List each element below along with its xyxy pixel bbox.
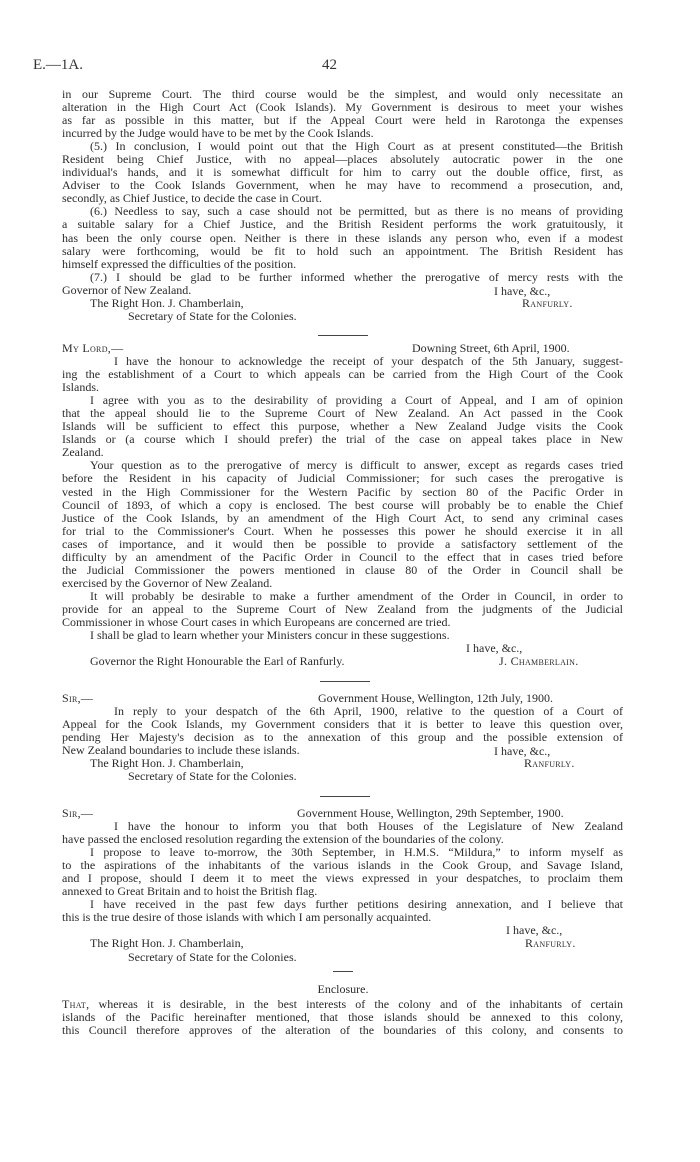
- closing: I have, &c.,: [494, 283, 551, 298]
- paragraph-line: Islands or (a course which I should prefer) the trial of the case on appeal takes place in New: [62, 432, 623, 447]
- paragraph-line: (6.) Needless to say, such a case should not be permitted, but as there is no means of providing: [90, 204, 623, 219]
- document-reference: E.—1A.: [33, 57, 83, 73]
- paragraph-line: Council of 1893, of which a copy is enclosed. The best course will probably be to enable the Chief: [62, 497, 623, 512]
- paragraph-line: in our Supreme Court. The third course would be the simplest, and would only necessitate an: [62, 87, 623, 101]
- paragraph: [0, 629, 700, 642]
- paragraph-line: cases of importance, and it would then be possible to provide a satisfactory settlement of the: [62, 536, 623, 551]
- paragraph-line: as far as possible in this matter, but if the Appeal Court were held in Rarotonga the expenses: [62, 113, 623, 128]
- paragraph: [0, 88, 700, 140]
- paragraph-line: exercised by the Governor of New Zealand.: [62, 575, 273, 590]
- paragraph-line: New Zealand boundaries to include these islands.: [62, 743, 300, 758]
- paragraph-line: Zealand.: [62, 445, 104, 460]
- paragraph-line: this is the true desire of those islands with which I am personally acquainted.: [62, 910, 432, 925]
- separator-rule: [320, 796, 370, 797]
- paragraph-line: (7.) I should be glad to be further informed whether the prerogative of mercy rests with the: [90, 269, 623, 284]
- paragraph-line: Commissioner in whose Court cases in which Europeans are concerned are tried.: [62, 614, 451, 629]
- paragraph-line: pending Her Majesty's decision as to the annexation of this group and the possible extension of: [62, 730, 623, 745]
- separator-rule: [320, 681, 370, 682]
- separator-rule: [318, 335, 368, 336]
- signature: Ranfurly.: [525, 936, 576, 951]
- signature: Ranfurly.: [522, 295, 573, 310]
- paragraph-line: provide for an appeal to the Supreme Court of New Zealand from the judgments of the Judicial: [62, 601, 623, 616]
- paragraph: [0, 820, 700, 846]
- addressee-title: Secretary of State for the Colonies.: [128, 949, 297, 964]
- closing: I have, &c.,: [466, 641, 523, 656]
- paragraph-line: vested in the High Commissioner for the Western Pacific by section 80 of the Pacific Order in: [62, 484, 623, 499]
- closing: I have, &c.,: [506, 923, 563, 938]
- paragraph: [0, 394, 700, 459]
- paragraph-line: Justice of the Cook Islands, by an amendment of the High Court Act, to send any criminal cases: [62, 510, 623, 525]
- paragraph-line: Resident being Chief Justice, with no appeal—places absolutely autocratic power in the one: [62, 152, 623, 167]
- addressee: The Right Hon. J. Chamberlain,: [90, 295, 244, 310]
- paragraph: [0, 271, 700, 297]
- paragraph-line: himself expressed the difficulties of the position.: [62, 256, 297, 271]
- paragraph: [0, 590, 700, 629]
- paragraph-line: I have the honour to inform you that both Houses of the Legislature of New Zealand: [114, 819, 623, 834]
- paragraph-line: It will probably be desirable to make a further amendment of the Order in Council, in order to: [90, 588, 623, 603]
- paragraph: [0, 140, 700, 205]
- resolution-lead: That,: [62, 997, 90, 1011]
- salutation: Sir,—: [62, 806, 94, 820]
- paragraph-line: I agree with you as to the desirability of providing a Court of Appeal, and I am of opinion: [90, 393, 623, 408]
- paragraph-line: I propose to leave to-morrow, the 30th September, in H.M.S. “Mildura,” to inform myself as: [90, 845, 623, 860]
- paragraph-line: I have the honour to acknowledge the receipt of your despatch of the 5th January, suggest-: [114, 354, 623, 369]
- addressee: The Right Hon. J. Chamberlain,: [90, 756, 244, 771]
- paragraph-line: secondly, as Chief Justice, to decide the case in Court.: [62, 191, 322, 206]
- paragraph-line: islands of the Pacific hereinafter mentioned, that those islands should be annexed to this colony,: [62, 1010, 623, 1025]
- letter-ranfurly-continuation: [0, 88, 700, 323]
- enclosure-resolution: [0, 998, 700, 1037]
- letter-chamberlain: [0, 342, 700, 668]
- separator-rule: [333, 971, 353, 972]
- paragraph-line: individual's hands, and it is somewhat difficult for him to carry out the double office, first, as: [62, 165, 623, 180]
- paragraph: [0, 355, 700, 394]
- paragraph-line: (5.) In conclusion, I would point out that the High Court as at present constituted—the British: [90, 139, 623, 154]
- paragraph-line: I shall be glad to learn whether your Ministers concur in these suggestions.: [90, 628, 450, 643]
- paragraph: [0, 205, 700, 270]
- paragraph-line: Appeal for the Cook Islands, my Government considers that it is better to leave this question over,: [62, 717, 623, 732]
- paragraph-line: Islands.: [62, 380, 99, 395]
- signature: J. Chamberlain.: [499, 654, 579, 669]
- paragraph-line: I have received in the past few days further petitions desiring annexation, and I believe that: [90, 897, 623, 912]
- letter-ranfurly-september: [0, 807, 700, 964]
- paragraph: [0, 459, 700, 589]
- paragraph-line: Governor of New Zealand.: [62, 282, 192, 297]
- paragraph-line: before the Resident in his capacity of Judicial Commissioner; for such cases the prerogative is: [62, 471, 623, 486]
- paragraph-line: ing the establishment of a Court to which appeals can be carried from the High Court of the Cook: [62, 367, 623, 382]
- paragraph-line: salary were forthcoming, would be fit to hold such an appointment. The British Resident has: [62, 243, 623, 258]
- paragraph: [0, 705, 700, 757]
- paragraph-line: annexed to Great Britain and to hoist the British flag.: [62, 884, 318, 899]
- place-date: Government House, Wellington, 29th September, 1900.: [297, 806, 564, 820]
- letter-ranfurly-july: [0, 692, 700, 783]
- place-date: Government House, Wellington, 12th July, 1900.: [318, 691, 554, 705]
- paragraph-line: has been the only course open. Neither is there in these islands any person who, even if a modest: [62, 230, 623, 245]
- paragraph-line: this Council therefore approves of the alteration of the boundaries of this colony, and consents to: [62, 1023, 623, 1038]
- enclosure-title: Enclosure.: [317, 982, 369, 996]
- signature: Ranfurly.: [524, 756, 575, 771]
- addressee-title: Secretary of State for the Colonies.: [128, 308, 297, 323]
- addressee: The Right Hon. J. Chamberlain,: [90, 936, 244, 951]
- paragraph: [0, 898, 700, 924]
- salutation: Sir,—: [62, 691, 94, 705]
- line-text: whereas it is desirable, in the best interests of the colony and of the inhabitants of certain: [89, 997, 623, 1011]
- paragraph-line: In reply to your despatch of the 6th April, 1900, relative to the question of a Court of: [114, 704, 623, 719]
- addressee: Governor the Right Honourable the Earl of Ranfurly.: [90, 654, 345, 669]
- paragraph-line: that the appeal should lie to the Supreme Court of New Zealand. An Act passed in the Cook: [62, 406, 623, 421]
- paragraph-line: incurred by the Judge would have to be met by the Cook Islands.: [62, 126, 374, 141]
- paragraph-line: alteration in the High Court Act (Cook Islands). My Government is desirous to meet your wishes: [62, 100, 623, 115]
- page-number: 42: [322, 57, 337, 73]
- paragraph-line: Islands will be sufficient to effect this purpose, whether a New Zealand Judge visits the Cook: [62, 419, 623, 434]
- paragraph-line: Your question as to the prerogative of mercy is difficult to answer, except as regards cases tried: [90, 458, 623, 473]
- paragraph-line: difficulty by an amendment of the Pacific Order in Council to the effect that in cases tried before: [62, 549, 623, 564]
- paragraph-line: Adviser to the Cook Islands Government, when he may have to recommend a prosecution, and,: [62, 178, 623, 193]
- paragraph-line: to the aspirations of the inhabitants of the various islands in the Cook Group, and Savage Island,: [62, 858, 623, 873]
- paragraph-line: have passed the enclosed resolution regarding the extension of the boundaries of the colony.: [62, 832, 504, 847]
- paragraph-line: and I propose, should I deem it to meet the views expressed in your despatches, to proclaim them: [62, 871, 623, 886]
- paragraph: [0, 846, 700, 898]
- addressee-title: Secretary of State for the Colonies.: [128, 769, 297, 784]
- paragraph-line: the Judicial Commissioner the powers mentioned in clause 80 of the Order in Council shall be: [62, 562, 623, 577]
- closing: I have, &c.,: [494, 744, 551, 759]
- paragraph-line: for trial to the Commissioner's Court. When he possesses this power he should exercise it in all: [62, 523, 623, 538]
- salutation: My Lord,—: [62, 341, 124, 355]
- paragraph-line: a suitable salary for a Chief Justice, and the British Resident performs the work gratuitously, it: [62, 217, 623, 232]
- place-date: Downing Street, 6th April, 1900.: [412, 341, 570, 355]
